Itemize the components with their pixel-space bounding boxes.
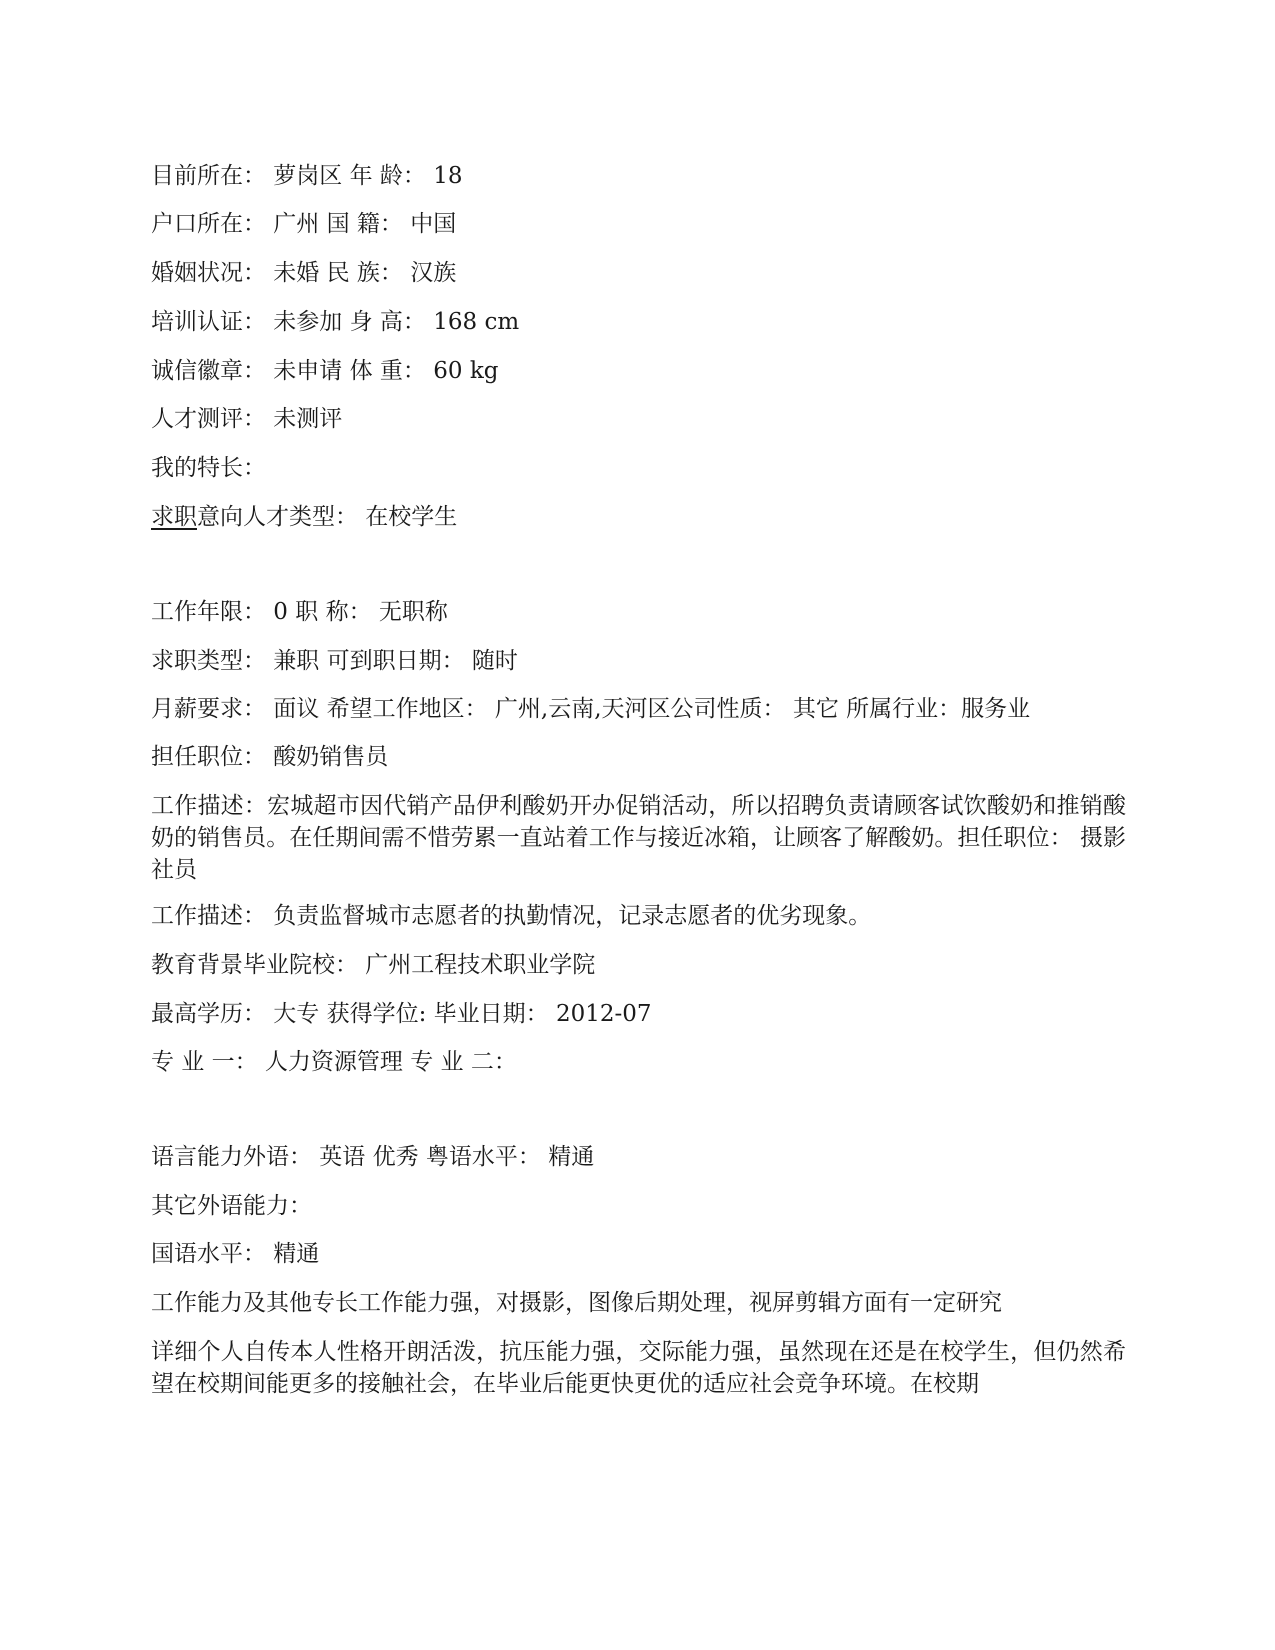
- current-location-age-line: 目前所在： 萝岗区 年 龄： 18: [151, 163, 463, 189]
- work-years-title-line: 工作年限： 0 职 称： 无职称: [151, 599, 448, 625]
- major-line: 专 业 一： 人力资源管理 专 业 二：: [151, 1049, 517, 1075]
- specialty-line: 我的特长：: [151, 455, 266, 481]
- other-language-line: 其它外语能力：: [151, 1193, 312, 1219]
- position-yogurt-sales-line: 担任职位： 酸奶销售员: [151, 744, 389, 770]
- training-height-line: 培训认证： 未参加 身 高： 168 cm: [151, 309, 520, 335]
- mandarin-level-line: 国语水平： 精通: [151, 1241, 320, 1267]
- work-ability-line: 工作能力及其他专长工作能力强，对摄影，图像后期处理，视屏剪辑方面有一定研究: [151, 1290, 1002, 1316]
- household-nationality-line: 户口所在： 广州 国 籍： 中国: [151, 211, 457, 237]
- talent-assessment-line: 人才测评： 未测评: [151, 406, 343, 432]
- highest-degree-line: 最高学历： 大专 获得学位: 毕业日期： 2012-07: [151, 1001, 652, 1027]
- autobiography-paragraph: 详细个人自传本人性格开朗活泼，抗压能力强，交际能力强，虽然现在还是在校学生，但仍然希望在校期间能更多的接触社会，在毕业后能更快更优的适应社会竞争环境。在校期: [151, 1339, 1126, 1397]
- job-seeking-underlined-text: 求职: [151, 504, 197, 530]
- credit-weight-line: 诚信徽章： 未申请 体 重： 60 kg: [151, 358, 499, 384]
- marital-ethnicity-line: 婚姻状况： 未婚 民 族： 汉族: [151, 260, 457, 286]
- job-intention-text: 意向人才类型： 在校学生: [197, 504, 458, 530]
- salary-location-industry-line: 月薪要求： 面议 希望工作地区： 广州,云南,天河区公司性质： 其它 所属行业：服务业: [151, 696, 1031, 722]
- job-description-volunteer-line: 工作描述： 负责监督城市志愿者的执勤情况，记录志愿者的优劣现象。: [151, 903, 872, 929]
- language-ability-line: 语言能力外语： 英语 优秀 粤语水平： 精通: [151, 1144, 595, 1170]
- job-description-paragraph: 工作描述：宏城超市因代销产品伊利酸奶开办促销活动，所以招聘负责请顾客试饮酸奶和推销酸奶的销售员。在任期间需不惜劳累一直站着工作与接近冰箱，让顾客了解酸奶。担任职位： 摄影社员: [151, 793, 1126, 883]
- job-type-start-date-line: 求职类型： 兼职 可到职日期： 随时: [151, 648, 518, 674]
- education-school-line: 教育背景毕业院校： 广州工程技术职业学院: [151, 952, 596, 978]
- job-intention-line: [151, 501, 1126, 533]
